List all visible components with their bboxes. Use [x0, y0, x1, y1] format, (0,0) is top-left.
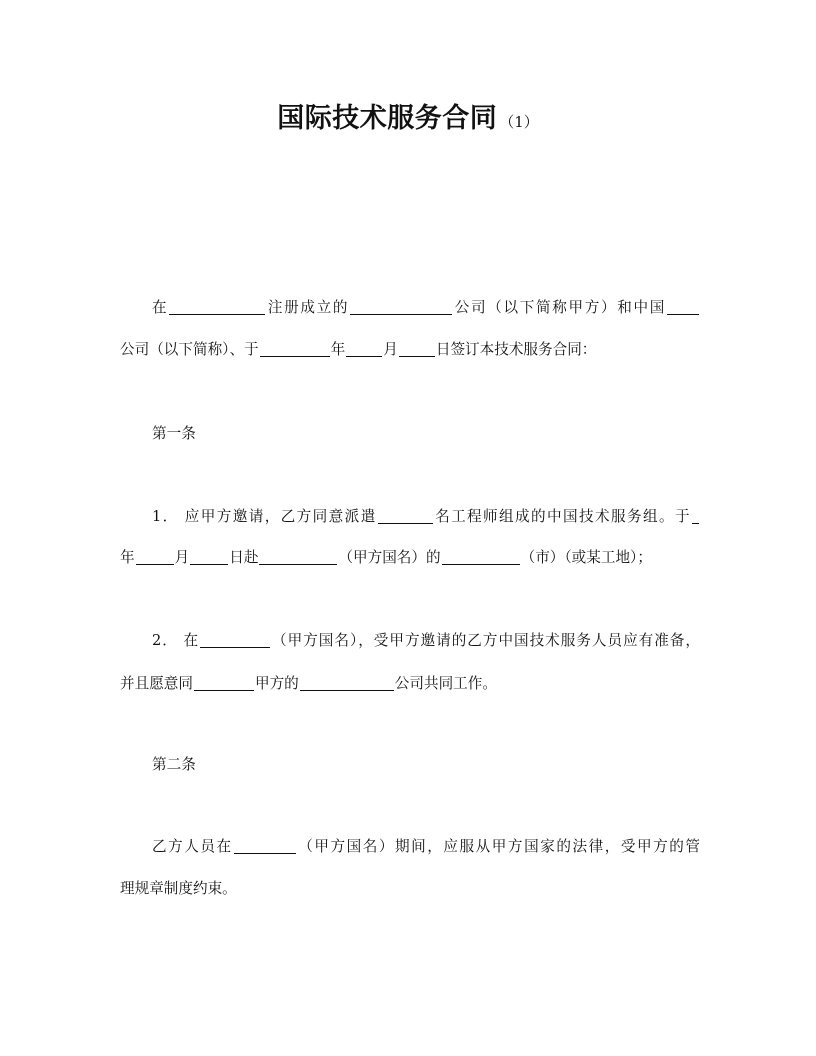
text: 公司（以下简称甲方）和中国: [453, 299, 666, 316]
blank-field: [190, 549, 228, 565]
text: 1． 应甲方邀请，乙方同意派遣: [152, 508, 377, 525]
blank-field: [399, 341, 435, 357]
preamble-line-1: [152, 298, 700, 318]
blank-field: [442, 549, 520, 565]
article-2-heading: 第二条: [152, 756, 196, 773]
preamble-line-2: [120, 340, 700, 360]
article-1-item-1-line-2: [120, 548, 700, 568]
blank-field: [378, 508, 433, 524]
page-title: [0, 96, 816, 135]
text: 并且愿意同: [120, 675, 193, 692]
blank-field: [667, 299, 699, 315]
text: 年: [330, 341, 346, 358]
text: 乙方人员在: [152, 838, 233, 855]
blank-field: [350, 299, 452, 315]
text: 月: [383, 341, 398, 358]
article-1-item-2-line-2: [120, 674, 700, 694]
text: 注册成立的: [266, 299, 350, 316]
blank-field: [200, 632, 270, 648]
text: 年: [120, 549, 135, 566]
text: （甲方国名）的: [338, 549, 441, 566]
blank-field: [300, 675, 394, 691]
article-1-heading: 第一条: [152, 425, 196, 442]
text: 名工程师组成的中国技术服务组。于: [433, 508, 691, 525]
blank-field: [194, 675, 254, 691]
text: 日签订本技术服务合同：: [435, 341, 597, 358]
article-2-line-1: [152, 837, 700, 857]
text: 月: [174, 549, 190, 566]
text: （甲方国名），受甲方邀请的乙方中国技术服务人员应有准备，: [271, 632, 700, 649]
blank-field: [136, 549, 174, 565]
text: 甲方的: [254, 675, 299, 692]
blank-field: [169, 299, 265, 315]
blank-field: [260, 341, 330, 357]
title-number: （1）: [499, 113, 539, 131]
text: 日赴: [229, 549, 259, 566]
text: 在: [152, 299, 169, 316]
text: （甲方国名）期间，应服从甲方国家的法律，受甲方的管: [296, 838, 700, 855]
article-1-item-2-line-1: [152, 631, 700, 651]
blank-field: [346, 341, 382, 357]
text: （市）（或某工地）；: [520, 549, 652, 566]
blank-field: [234, 838, 296, 854]
text: 公司（以下简称）、于: [120, 341, 259, 358]
article-1-item-1-line-1: [152, 507, 700, 527]
text: 公司共同工作。: [394, 675, 497, 692]
title-main: 国际技术服务合同: [277, 103, 498, 134]
article-2-line-2: 理规章制度约束。: [120, 880, 237, 897]
text: 2． 在: [152, 632, 200, 649]
blank-field: [259, 549, 337, 565]
blank-field: [692, 508, 699, 524]
